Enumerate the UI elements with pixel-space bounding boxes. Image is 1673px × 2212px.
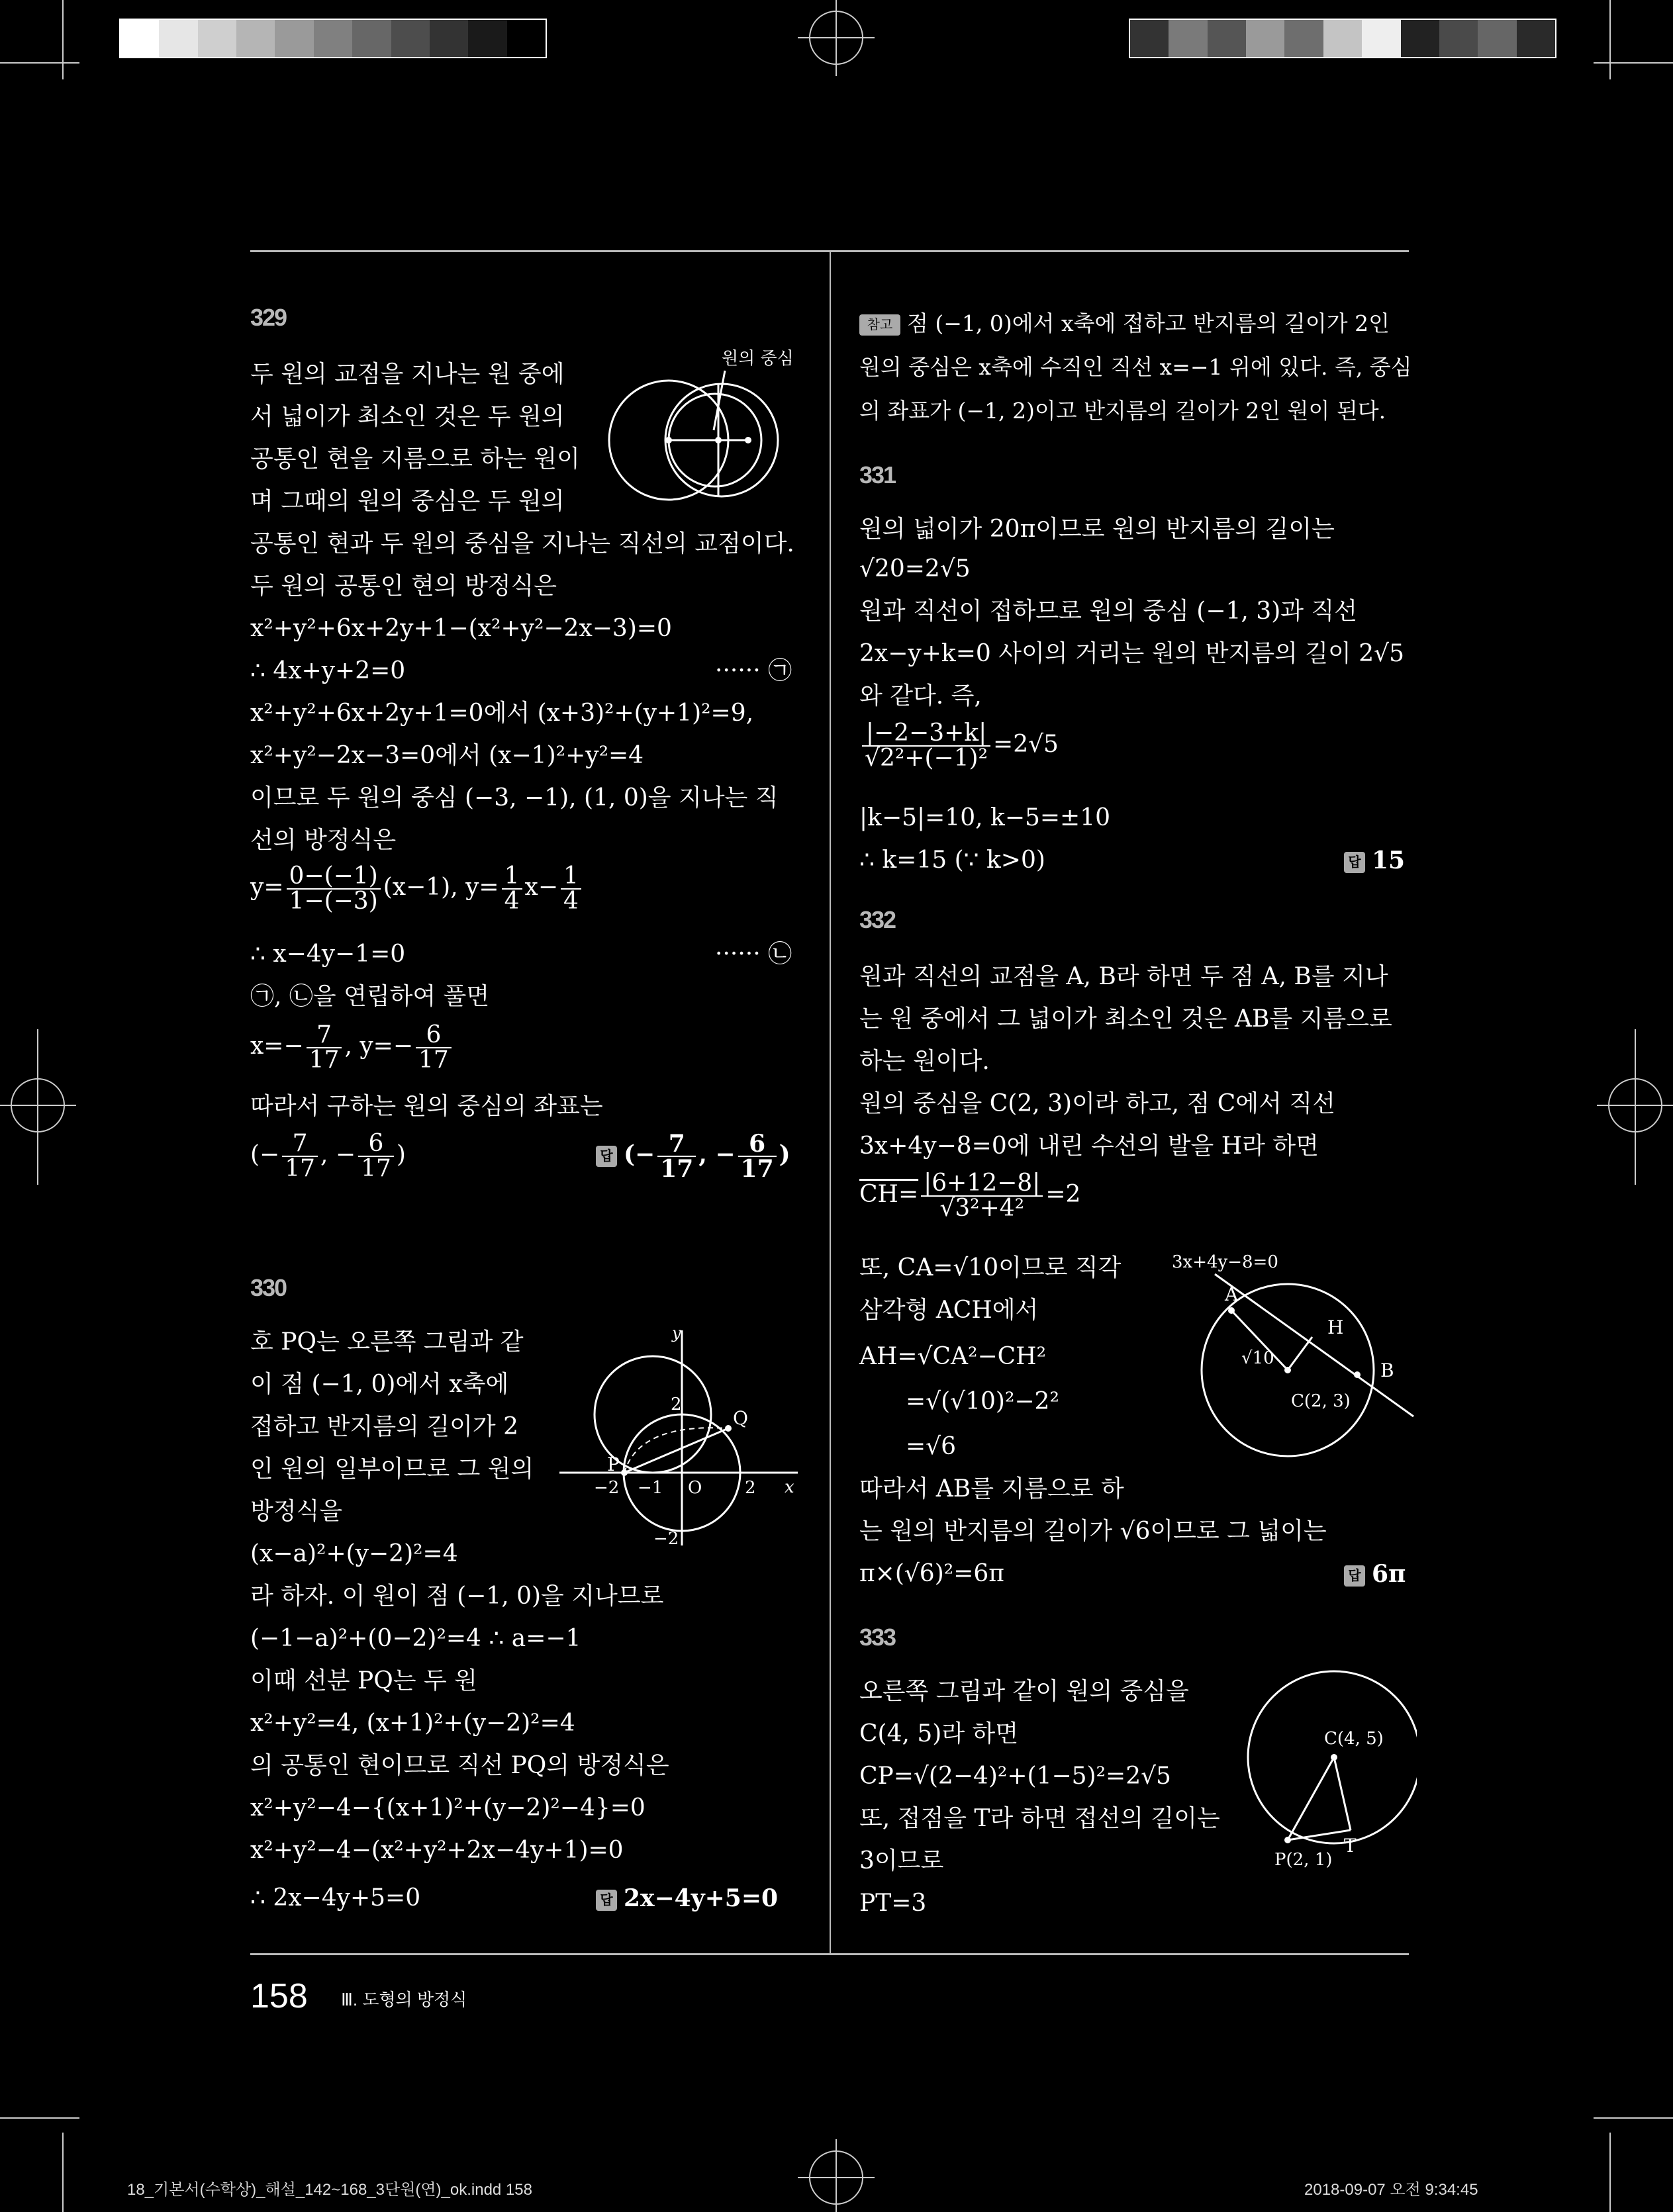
p332-line-8: =√(√10)²−2² [906, 1388, 1059, 1415]
p332-line-12: π×(√6)²=6π [859, 1560, 1004, 1587]
answer-badge: 답 [596, 1146, 617, 1167]
p331-line-2: 원과 직선이 접하므로 원의 중심 (−1, 3)과 직선 [859, 598, 1358, 625]
p329-figure [596, 344, 808, 503]
p331-line-1: √20=2√5 [859, 555, 971, 582]
p330-line-13: ∴ 2x−4y+5=0 [250, 1884, 421, 1912]
svg-text:C(2, 3): C(2, 3) [1291, 1391, 1351, 1411]
p330-figure [559, 1324, 811, 1562]
p329-line-10: 이므로 두 원의 중심 (−3, −1), (1, 0)을 지나는 직 [250, 784, 779, 811]
problem-330-title: 330 [250, 1274, 287, 1301]
svg-text:2: 2 [671, 1395, 682, 1414]
problem-331-title: 331 [859, 461, 896, 488]
page-number: 158 [250, 1977, 308, 2015]
p329-line-13: ㉠, ㉡을 연립하여 풀면 [250, 983, 490, 1010]
p329-line-5: 두 원의 공통인 현의 방정식은 [250, 573, 557, 600]
p333-line-5: PT=3 [859, 1890, 927, 1917]
answer-badge: 답 [1344, 1565, 1365, 1587]
note-line-1: 원의 중심은 x축에 수직인 직선 x=−1 위에 있다. 즉, 중심 [859, 354, 1412, 380]
p330-line-2: 접하고 반지름의 길이가 2 [250, 1413, 518, 1440]
p331-line-3: 2x−y+k=0 사이의 거리는 원의 반지름의 길이 2√5 [859, 640, 1405, 667]
p332-ch: CH= $\frac{|6+12-8|}{\text{√3²+4²}}$ =2 [859, 1170, 1081, 1222]
p329-line-9: x²+y²−2x−3=0에서 (x−1)²+y²=4 [250, 742, 644, 769]
p333-line-2: CP=√(2−4)²+(1−5)²=2√5 [859, 1763, 1171, 1790]
p329-line-3: 며 그때의 원의 중심은 두 원의 [250, 488, 565, 515]
p330-line-3: 인 원의 일부이므로 그 원의 [250, 1455, 534, 1483]
answer-badge: 답 [596, 1890, 617, 1911]
svg-text:−1: −1 [638, 1478, 663, 1498]
p331-distance: $\frac{|-2-3+k|}{\text{√2²+(−1)²}}$ =2√5 [859, 721, 1059, 770]
p330-line-7: (−1−a)²+(0−2)²=4 ∴ a=−1 [250, 1625, 581, 1652]
p329-line-8: x²+y²+6x+2y+1=0에서 (x+3)²+(y+1)²=9, [250, 700, 754, 727]
svg-text:−2: −2 [653, 1529, 679, 1549]
p330-line-11: x²+y²−4−{(x+1)²+(y−2)²−4}=0 [250, 1794, 645, 1821]
p333-line-0: 오른쪽 그림과 같이 원의 중심을 [859, 1678, 1189, 1705]
p329-line-4: 공통인 현과 두 원의 중심을 지나는 직선의 교점이다. [250, 530, 794, 557]
p331-line-4: 와 같다. 즉, [859, 682, 982, 710]
p331-line-6: ∴ k=15 (∵ k>0) [859, 847, 1045, 874]
p332-line-5: 또, CA=√10이므로 직각 [859, 1254, 1122, 1281]
p330-line-0: 호 PQ는 오른쪽 그림과 같 [250, 1328, 524, 1356]
p332-line-1: 는 원 중에서 그 넓이가 최소인 것은 AB를 지름으로 [859, 1005, 1392, 1033]
p333-line-1: C(4, 5)라 하면 [859, 1720, 1019, 1747]
p331-line-0: 원의 넓이가 20π이므로 원의 반지름의 길이는 [859, 516, 1335, 543]
svg-text:√10: √10 [1241, 1348, 1274, 1368]
p329-mark-2: ······ ㉡ [715, 941, 792, 968]
svg-text:P(2, 1): P(2, 1) [1274, 1850, 1333, 1870]
svg-text:−2: −2 [594, 1478, 620, 1498]
p329-line-equation: y= $\frac{0-(-1)}{1-(-3)}$ (x−1), y= $\frac{1}{4}$ x− $\frac{1}{4}$ [250, 864, 584, 913]
svg-text:B: B [1380, 1359, 1394, 1381]
p329-answer: 답 (− $\frac{7}{17}$ , − $\frac{6}{17}$ ) [596, 1132, 790, 1181]
p332-figure [1165, 1248, 1430, 1466]
p329-line-14: 따라서 구하는 원의 중심의 좌표는 [250, 1093, 603, 1120]
svg-text:H: H [1327, 1316, 1344, 1338]
answer-badge: 답 [1344, 852, 1365, 873]
svg-text:O: O [688, 1478, 702, 1498]
p332-line-0: 원과 직선의 교점을 A, B라 하면 두 점 A, B를 지나 [859, 963, 1388, 990]
p333-figure [1245, 1668, 1417, 1873]
p332-line-10: 따라서 AB를 지름으로 하 [859, 1475, 1124, 1502]
p332-line-9: =√6 [906, 1433, 957, 1460]
footer-timestamp: 2018-09-07 오전 9:34:45 [1304, 2181, 1478, 2199]
svg-text:C(4, 5): C(4, 5) [1324, 1729, 1384, 1749]
p329-figure-label: 원의 중심 [722, 349, 794, 369]
p332-answer: 답 6π [1344, 1562, 1406, 1587]
svg-text:Q: Q [733, 1407, 748, 1429]
p333-line-3: 또, 접점을 T라 하면 접선의 길이는 [859, 1805, 1220, 1832]
p329-line-12: ∴ x−4y−1=0 [250, 941, 406, 968]
p330-line-6: 라 하자. 이 원이 점 (−1, 0)을 지나므로 [250, 1583, 664, 1610]
footer-file: 18_기본서(수학상)_해설_142~168_3단원(연)_ok.indd 158 [127, 2181, 532, 2199]
svg-text:3x+4y−8=0: 3x+4y−8=0 [1172, 1252, 1278, 1272]
p332-line-6: 삼각형 ACH에서 [859, 1297, 1039, 1324]
p329-mark-1: ······ ㉠ [715, 657, 792, 684]
note-line-0: 참고 점 (−1, 0)에서 x축에 접하고 반지름의 길이가 2인 [859, 312, 1390, 336]
p329-line-1: 서 넓이가 최소인 것은 두 원의 [250, 403, 565, 430]
p332-line-2: 하는 원이다. [859, 1048, 990, 1075]
p329-solution: x=− $\frac{7}{17}$ , y=− $\frac{6}{17}$ [250, 1023, 454, 1072]
p329-final-coords: (− $\frac{7}{17}$ , − $\frac{6}{17}$ ) [250, 1130, 406, 1182]
bottom-rule [250, 1953, 1409, 1955]
p329-line-0: 두 원의 교점을 지나는 원 중에 [250, 361, 565, 388]
p330-line-4: 방정식을 [250, 1498, 343, 1525]
svg-text:A: A [1225, 1283, 1239, 1305]
column-divider [830, 252, 831, 1953]
p331-line-5: |k−5|=10, k−5=±10 [859, 804, 1111, 831]
p332-line-7: AH=√CA²−CH² [859, 1343, 1047, 1370]
p332-line-11: 는 원의 반지름의 길이가 √6이므로 그 넓이는 [859, 1518, 1327, 1545]
problem-333-title: 333 [859, 1624, 896, 1651]
p329-line-7: ∴ 4x+y+2=0 [250, 657, 406, 684]
problem-332-title: 332 [859, 906, 896, 933]
svg-text:y: y [672, 1324, 681, 1342]
note-badge: 참고 [859, 314, 900, 336]
p330-answer: 답 2x−4y+5=0 [596, 1886, 778, 1911]
p333-line-4: 3이므로 [859, 1847, 944, 1874]
p332-line-3: 원의 중심을 C(2, 3)이라 하고, 점 C에서 직선 [859, 1090, 1335, 1117]
p332-line-4: 3x+4y−8=0에 내린 수선의 발을 H라 하면 [859, 1132, 1319, 1160]
svg-text:2: 2 [745, 1478, 756, 1498]
p331-answer: 답 15 [1344, 849, 1405, 873]
p330-line-10: 의 공통인 현이므로 직선 PQ의 방정식은 [250, 1752, 669, 1779]
svg-text:x: x [785, 1477, 794, 1497]
p330-line-9: x²+y²=4, (x+1)²+(y−2)²=4 [250, 1710, 575, 1737]
p329-line-2: 공통인 현을 지름으로 하는 원이 [250, 445, 580, 473]
p330-line-1: 이 점 (−1, 0)에서 x축에 [250, 1371, 509, 1398]
svg-text:T: T [1344, 1835, 1357, 1857]
chapter-label: Ⅲ. 도형의 방정식 [341, 1990, 467, 2009]
p329-line-11: 선의 방정식은 [250, 827, 397, 854]
note-line-2: 의 좌표가 (−1, 2)이고 반지름의 길이가 2인 원이 된다. [859, 398, 1386, 424]
p330-line-5: (x−a)²+(y−2)²=4 [250, 1540, 458, 1567]
svg-text:P: P [607, 1453, 620, 1475]
p329-line-6: x²+y²+6x+2y+1−(x²+y²−2x−3)=0 [250, 615, 672, 642]
p330-line-8: 이때 선분 PQ는 두 원 [250, 1667, 477, 1694]
problem-329-title: 329 [250, 304, 287, 331]
p330-line-12: x²+y²−4−(x²+y²+2x−4y+1)=0 [250, 1837, 624, 1864]
